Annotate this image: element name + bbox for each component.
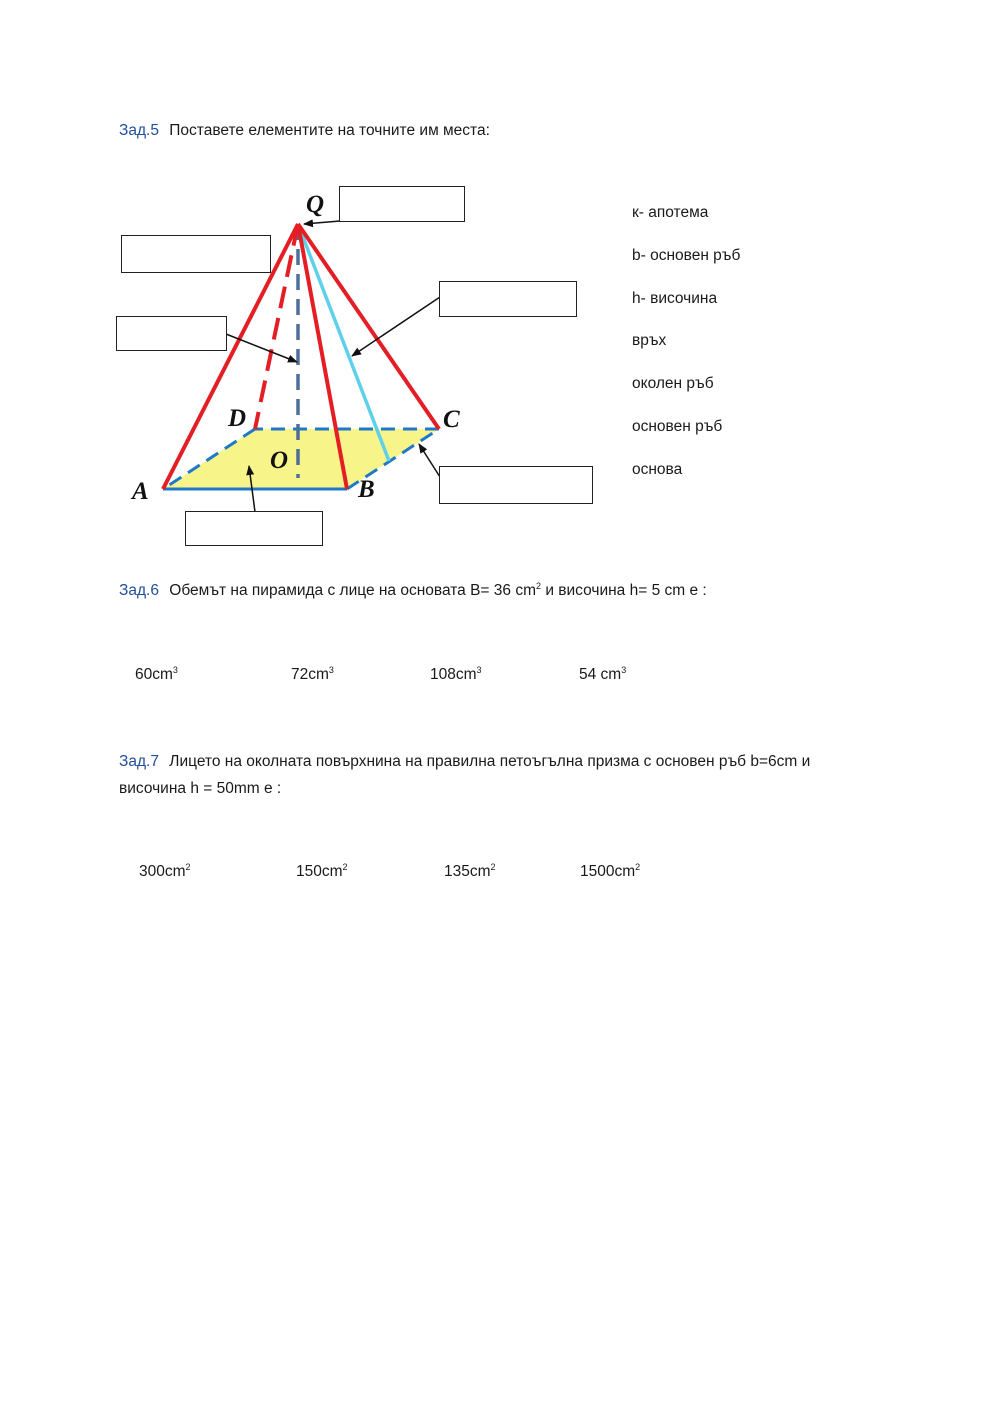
vertex-label-d: D <box>228 405 247 432</box>
task7-option-4[interactable] <box>580 863 640 881</box>
task7-option-4-value: 1500cm <box>580 863 636 880</box>
label-base-edge[interactable]: основен ръб <box>632 417 723 435</box>
label-bank <box>632 199 740 499</box>
task6-text-before: Обемът на пирамида с лице на основата В= 36 cm <box>169 582 536 599</box>
task7-option-3-sup: 2 <box>490 862 496 872</box>
task6-heading <box>119 577 707 604</box>
task6-option-4[interactable] <box>579 666 626 684</box>
task7-heading <box>119 748 810 775</box>
lateral-edge-qc[interactable] <box>298 224 439 429</box>
task7-number: Зад.7 <box>119 753 159 770</box>
task7-option-2[interactable] <box>296 863 348 881</box>
task6-option-3[interactable] <box>430 666 482 684</box>
drop-box-apothem[interactable] <box>439 281 577 317</box>
task6-option-4-sup: 3 <box>621 665 627 675</box>
arrow-to-base-edge <box>419 444 440 477</box>
task6-text-after: и височина h= 5 cm е : <box>541 582 707 599</box>
task6-option-2-sup: 3 <box>328 665 334 675</box>
task6-option-3-value: 108cm <box>430 666 477 683</box>
arrow-to-apothem <box>352 297 440 356</box>
task7-option-3-value: 135cm <box>444 863 491 880</box>
label-lateral-edge[interactable]: околен ръб <box>632 375 714 393</box>
task7-option-2-value: 150cm <box>296 863 343 880</box>
drop-box-base[interactable] <box>185 511 323 546</box>
task7-option-1[interactable] <box>139 863 191 881</box>
drop-box-vertex[interactable] <box>339 186 465 222</box>
task6-number: Зад.6 <box>119 582 159 599</box>
task6-text <box>169 582 706 599</box>
task6-text-sup: 2 <box>536 581 542 591</box>
vertex-label-c: C <box>443 406 460 433</box>
label-height[interactable]: h- височина <box>632 289 718 307</box>
task5-text: Поставете елементите на точните им места: <box>169 122 490 139</box>
vertex-label-b: B <box>358 476 375 503</box>
task5-number: Зад.5 <box>119 122 159 139</box>
apothem-line[interactable] <box>298 224 389 461</box>
task6-option-1-value: 60cm <box>135 666 173 683</box>
task6-option-1[interactable] <box>135 666 178 684</box>
vertex-label-a: A <box>132 478 149 505</box>
drop-box-base-edge[interactable] <box>439 466 593 504</box>
drop-box-lateral-edge[interactable] <box>121 235 271 273</box>
vertex-label-o: O <box>270 447 289 474</box>
vertex-label-q: Q <box>306 191 325 218</box>
task7-line1: Лицето на околната повърхнина на правилна петоъгълна призма с основен ръб b=6cm и <box>169 753 811 770</box>
task7-option-4-sup: 2 <box>635 862 641 872</box>
task7-option-3[interactable] <box>444 863 496 881</box>
task7-option-1-sup: 2 <box>185 862 191 872</box>
task6-option-4-value: 54 cm <box>579 666 622 683</box>
task6-option-1-sup: 3 <box>172 665 178 675</box>
label-apothem[interactable]: к- апотема <box>632 204 709 221</box>
task7-option-2-sup: 2 <box>342 862 348 872</box>
label-base-edge-b[interactable]: b- основен ръб <box>632 246 741 264</box>
drop-box-height[interactable] <box>116 316 227 351</box>
label-vertex[interactable]: връх <box>632 332 667 350</box>
arrow-to-vertex <box>304 221 340 224</box>
task6-option-2-value: 72cm <box>291 666 329 683</box>
base-face[interactable] <box>163 429 439 489</box>
task7-option-1-value: 300cm <box>139 863 186 880</box>
label-base[interactable]: основа <box>632 460 683 478</box>
task6-option-3-sup: 3 <box>476 665 482 675</box>
task7-line2: височина h = 50mm е : <box>119 780 282 797</box>
task6-option-2[interactable] <box>291 666 334 684</box>
